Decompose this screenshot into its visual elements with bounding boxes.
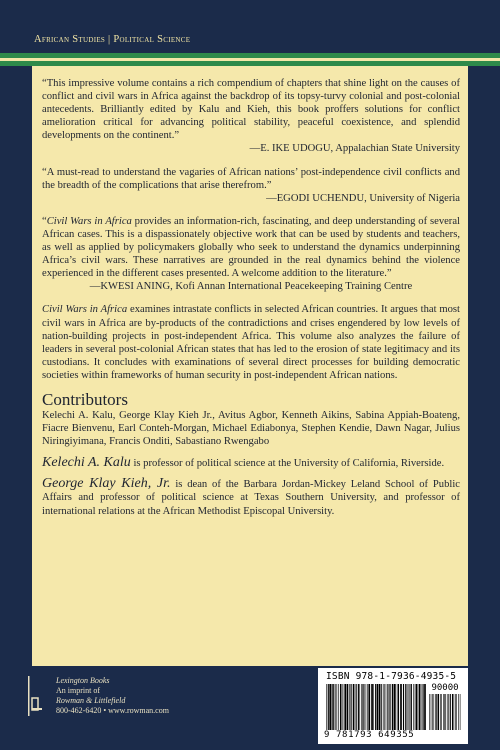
barcode-bar <box>351 684 352 730</box>
addon-code: 90000 <box>431 683 459 693</box>
barcode-bar <box>390 684 391 730</box>
barcode-bar <box>429 694 430 730</box>
category-label: African Studies | Political Science <box>34 34 191 45</box>
barcode-bar <box>445 694 446 730</box>
review-attribution: —KWESI ANING, Kofi Annan International Peacekeeping Training Centre <box>89 281 413 293</box>
barcode-bar <box>342 684 343 730</box>
review-2 <box>42 166 460 205</box>
addon-bars <box>429 694 461 730</box>
barcode-bar <box>384 684 385 730</box>
barcode-bar <box>347 684 349 730</box>
book-description <box>42 303 460 382</box>
review-body: provides an information-rich, fascinating, and deep understanding of several African cases. This is a dispassionately objective work that can be used by students and teachers, as well as applied by policymakers globally who seek to understand the dynamics underpinning Africa’s civil wars. These narratives are grounded in the real dynamics behind the violence experienced in the different cases presented. A welcome addition to the literature.” <box>42 215 460 280</box>
cover-text <box>42 77 460 525</box>
barcode-bar <box>367 684 368 730</box>
barcode-bar <box>400 684 402 730</box>
barcode-bar <box>363 684 364 730</box>
barcode-bar <box>392 684 394 730</box>
barcode-bar <box>415 684 416 730</box>
barcode-bar <box>381 684 382 730</box>
review-attribution: —E. IKE UDOGU, Appalachian State University <box>249 143 460 155</box>
review-1 <box>42 77 460 156</box>
barcode-bar <box>435 694 436 730</box>
barcode <box>318 668 468 744</box>
barcode-bar <box>344 684 346 730</box>
barcode-bar <box>333 684 334 730</box>
barcode-bar <box>434 694 435 730</box>
barcode-bar <box>440 694 441 730</box>
barcode-bar <box>460 694 461 730</box>
review-text <box>42 215 460 280</box>
barcode-bar <box>431 694 432 730</box>
barcode-bar <box>349 684 350 730</box>
barcode-bar <box>458 694 459 730</box>
barcode-bar <box>332 684 333 730</box>
barcode-bar <box>397 684 398 730</box>
barcode-bar <box>424 684 426 730</box>
book-title: Civil Wars in Africa <box>46 215 132 227</box>
review-attribution: —EGODI UCHENDU, University of Nigeria <box>266 192 460 204</box>
barcode-bar <box>389 684 390 730</box>
barcode-bars <box>326 684 426 730</box>
barcode-bar <box>373 684 374 730</box>
review-text: “A must-read to understand the vagaries of African nations’ post-independence civil conflicts and the breadth of the complications that arise therefrom.” <box>42 166 460 191</box>
barcode-bar <box>432 694 433 730</box>
barcode-bar <box>368 684 370 730</box>
barcode-bar <box>394 684 396 730</box>
publisher-name: Lexington Books <box>56 676 110 685</box>
author-name: George Klay Kieh, Jr. <box>42 476 171 492</box>
barcode-bar <box>371 684 373 730</box>
open-quote: “ <box>42 215 47 227</box>
review-3 <box>42 215 460 294</box>
barcode-bar <box>409 684 410 730</box>
barcode-bar <box>441 694 442 730</box>
barcode-bar <box>410 684 411 730</box>
barcode-bar <box>383 684 384 730</box>
barcode-bar <box>419 684 421 730</box>
barcode-bar <box>387 684 388 730</box>
barcode-bar <box>411 684 412 730</box>
publisher-info <box>56 676 169 716</box>
barcode-bar <box>407 684 408 730</box>
contributors-list: Kelechi A. Kalu, George Klay Kieh Jr., Avitus Agbor, Kenneth Aikins, Sabina Appiah-Boateng, Fiacre Bienvenu, Earl Conteh-Morgan, Michael Ediabonya, Stephen Kendie, Dawn Nagar, Julius Niringiyimana, Francis Onditi, Sabastiano Rwengabo <box>42 409 460 448</box>
barcode-bar <box>386 684 387 730</box>
barcode-bar <box>356 684 357 730</box>
book-title: Civil Wars in Africa <box>42 304 128 316</box>
barcode-bar <box>338 684 339 730</box>
barcode-bar <box>455 694 456 730</box>
barcode-bar <box>359 684 360 730</box>
contributors-heading: Contributors <box>42 389 128 409</box>
ean-number: 9 781793 649355 <box>324 730 415 740</box>
barcode-bar <box>456 694 457 730</box>
barcode-bar <box>413 684 414 730</box>
review-text: “This impressive volume contains a rich compendium of chapters that shine light on the causes of conflict and civil wars in Africa against the backdrop of its topsy-turvy colonial and post-colonial antecedents. Brilliantly edited by Kalu and Kieh, this book proffers solutions for conflict amelioration critical for advancing political stability, peaceful coexistence, and splendid developments on the continent.” <box>42 78 460 142</box>
barcode-bar <box>443 694 444 730</box>
barcode-bar <box>329 684 331 730</box>
author-bio: is professor of political science at the University of California, Riverside. <box>130 458 445 470</box>
barcode-bar <box>416 684 418 730</box>
barcode-bar <box>448 694 449 730</box>
barcode-bar <box>454 694 455 730</box>
barcode-bar <box>326 684 327 730</box>
barcode-bar <box>328 684 329 730</box>
barcode-bar <box>450 694 451 730</box>
description-body: examines intrastate conflicts in selected African countries. It argues that most civil wars in Africa are by-products of the contradictions and crises engendered by low levels of nation-building projects in post-independent Africa. This volume also analyzes the failure of leaders in several post-colonial African states that has led to the erosion of state legitimacy and its custodians. It concludes with examinations of several direct processes for building democratic societies within frameworks of human security in post-independent African nations. <box>42 304 460 381</box>
imprint-line: An imprint of <box>56 686 100 695</box>
barcode-bar <box>379 684 380 730</box>
barcode-bar <box>337 684 338 730</box>
barcode-bar <box>343 684 344 730</box>
publisher-logo-icon <box>28 676 44 716</box>
isbn-text: ISBN 978-1-7936-4935-5 <box>326 671 457 682</box>
barcode-bar <box>421 684 422 730</box>
barcode-bar <box>366 684 367 730</box>
author-bio-1 <box>42 456 460 470</box>
barcode-bar <box>353 684 355 730</box>
barcode-bar <box>447 694 448 730</box>
barcode-bar <box>335 684 336 730</box>
barcode-bar <box>423 684 424 730</box>
parent-publisher: Rowman & Littlefield <box>56 696 126 705</box>
barcode-bar <box>403 684 404 730</box>
publisher-contact: 800-462-6420 • www.rowman.com <box>56 706 169 715</box>
barcode-bar <box>377 684 379 730</box>
barcode-bar <box>436 694 437 730</box>
author-bio-2 <box>42 477 460 517</box>
barcode-bar <box>438 694 439 730</box>
author-bio: is dean of the Barbara Jordan-Mickey Leland School of Public Affairs and professor of political science at Texas Southern University, and professor of international relations at the African Methodist Episcopal University. <box>42 479 460 517</box>
barcode-bar <box>398 684 399 730</box>
barcode-bar <box>362 684 363 730</box>
barcode-bar <box>452 694 453 730</box>
author-name: Kelechi A. Kalu <box>42 455 131 471</box>
barcode-bar <box>405 684 406 730</box>
barcode-bar <box>361 684 362 730</box>
barcode-bar <box>358 684 359 730</box>
barcode-bar <box>444 694 445 730</box>
barcode-bar <box>375 684 376 730</box>
barcode-bar <box>340 684 341 730</box>
